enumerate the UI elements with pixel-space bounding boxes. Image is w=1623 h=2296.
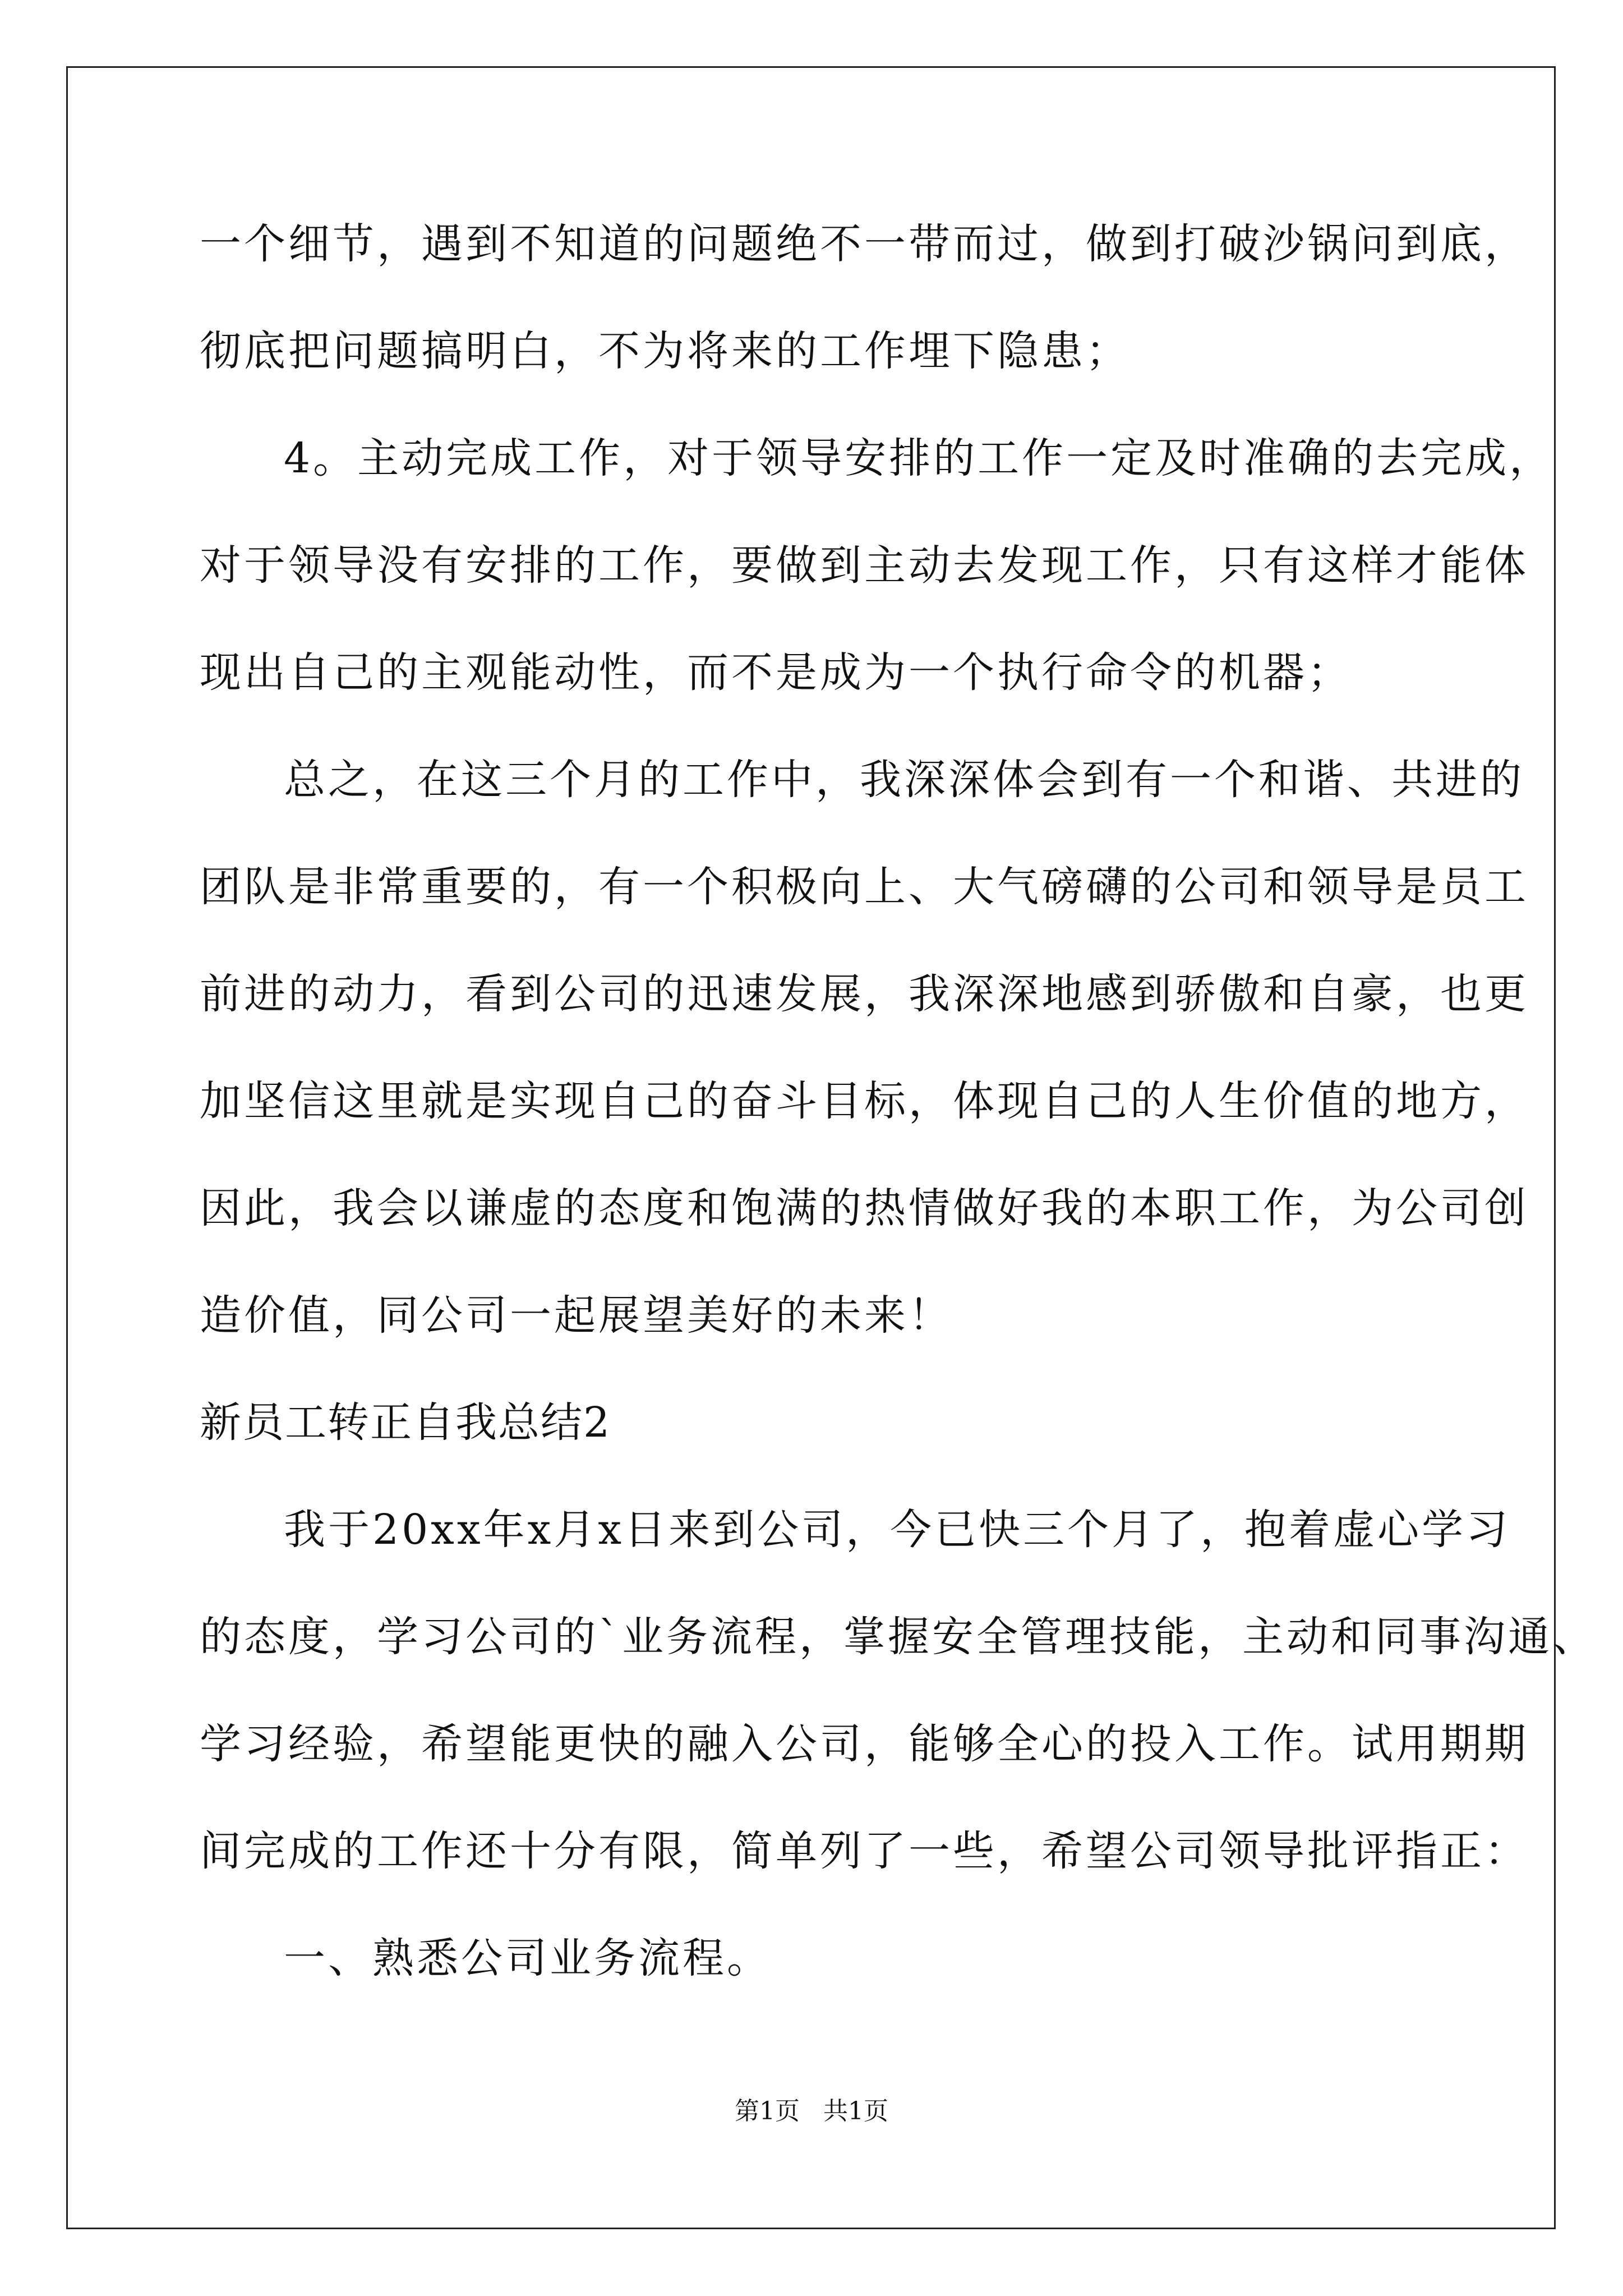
text-line-4: 对于领导没有安排的工作，要做到主动去发现工作，只有这样才能体 (200, 541, 1529, 590)
text-line-15: 学习经验，希望能更快的融入公司，能够全心的投入工作。试用期期 (200, 1720, 1529, 1768)
text-line-11: 造价值，同公司一起展望美好的未来！ (200, 1291, 953, 1340)
text-line-10: 因此，我会以谦虚的态度和饱满的热情做好我的本职工作，为公司创 (200, 1184, 1529, 1232)
text-line-7: 团队是非常重要的，有一个积极向上、大气磅礴的公司和领导是员工 (200, 863, 1529, 911)
text-line-3: 4。主动完成工作，对于领导安排的工作一定及时准确的去完成， (284, 434, 1554, 482)
text-line-16: 间完成的工作还十分有限，简单列了一些，希望公司领导批评指正： (200, 1827, 1529, 1875)
document-body (200, 220, 1597, 2045)
text-line-2: 彻底把问题搞明白，不为将来的工作埋下隐患； (200, 327, 1130, 375)
text-line-6: 总之，在这三个月的工作中，我深深体会到有一个和谐、共进的 (284, 756, 1524, 804)
text-line-13: 我于20xx年x月x日来到公司，今已快三个月了，抱着虚心学习 (284, 1506, 1511, 1554)
section-heading: 新员工转正自我总结2 (200, 1398, 611, 1447)
text-line-9: 加坚信这里就是实现自己的奋斗目标，体现自己的人生价值的地方， (200, 1077, 1529, 1125)
text-line-8: 前进的动力，看到公司的迅速发展，我深深地感到骄傲和自豪，也更 (200, 970, 1529, 1018)
text-line-1: 一个细节，遇到不知道的问题绝不一带而过，做到打破沙锅问到底， (200, 220, 1529, 268)
page-number-footer: 第1页 共1页 (735, 2097, 888, 2125)
text-line-14: 的态度，学习公司的`业务流程，掌握安全管理技能，主动和同事沟通、 (200, 1613, 1597, 1661)
text-line-17: 一、熟悉公司业务流程。 (284, 1934, 771, 1982)
text-line-5: 现出自己的主观能动性，而不是成为一个执行命令的机器； (200, 648, 1352, 697)
